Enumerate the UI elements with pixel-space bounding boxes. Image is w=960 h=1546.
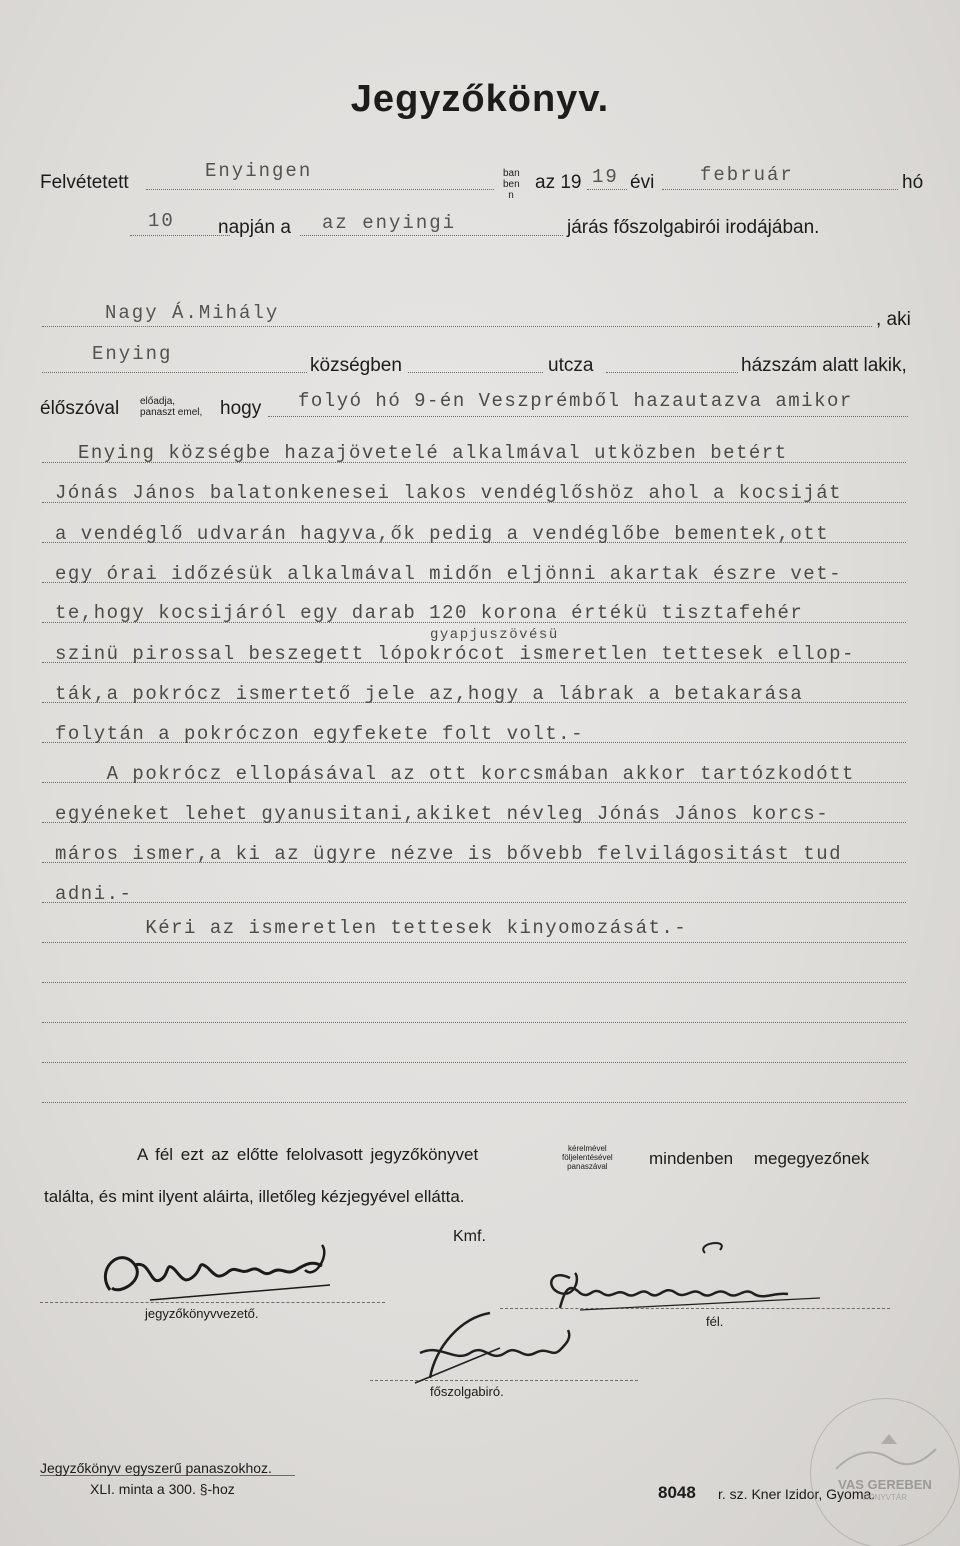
typed-year-tail: 19	[592, 166, 619, 188]
dotted-line	[300, 235, 563, 236]
closing-text-1: A fél ezt az előtte felolvasott jegyzőkönyvet	[137, 1145, 479, 1164]
kmf-label: Kmf.	[453, 1228, 486, 1245]
label-hogy: hogy	[220, 398, 262, 419]
label-aki: , aki	[876, 309, 911, 330]
body-line: te,hogy kocsijáról egy darab 120 korona értékü tisztafehér	[55, 602, 804, 624]
typed-name: Nagy Á.Mihály	[105, 302, 280, 324]
chief-label: főszolgabiró.	[430, 1384, 504, 1399]
label-jaras: járás főszolgabirói irodájában.	[567, 217, 820, 238]
body-line: folytán a pokróczon egyfekete folt volt.-	[55, 723, 584, 745]
stamp-sub: KÖNYVTÁR	[862, 1493, 907, 1502]
closing-text-2: mindenben megegyezőnek	[649, 1149, 870, 1168]
party-label: fél.	[706, 1314, 724, 1329]
library-stamp	[810, 1398, 960, 1546]
body-line: Jónás János balatonkenesei lakos vendéglőshöz ahol a kocsiját	[55, 482, 843, 504]
body-line: A pokrócz ellopásával az ott korcsmában akkor tartózkodótt	[55, 763, 855, 785]
body-line: adni.-	[55, 883, 133, 905]
body-line: Enying községbe hazajövetelé alkalmával utközben betért	[78, 442, 788, 464]
dotted-line	[42, 1022, 906, 1023]
closing-stack: kérelmével följelentésével panaszával	[562, 1144, 613, 1171]
typed-month: február	[700, 164, 794, 186]
dotted-line	[130, 235, 230, 236]
recorder-label: jegyzőkönyvvezető.	[145, 1306, 259, 1321]
dotted-line	[42, 942, 906, 943]
typed-village: Enying	[92, 343, 173, 365]
body-line: egy órai időzésük alkalmával midőn eljönni akartak észre vet-	[55, 563, 843, 585]
dotted-line	[42, 982, 906, 983]
body-line: ták,a pokrócz ismertető jele az,hogy a lábrak a betakarása	[55, 683, 804, 705]
dotted-line	[587, 189, 627, 190]
label-hazszam: házszám alatt lakik,	[741, 355, 907, 376]
dotted-line	[42, 326, 872, 327]
typed-line5: folyó hó 9-én Veszprémből hazautazva amikor	[298, 390, 853, 412]
suffix-stack: ban ben n	[503, 168, 520, 201]
typed-place: Enyingen	[205, 160, 313, 182]
party-signature	[530, 1238, 830, 1318]
typed-day: 10	[148, 210, 175, 232]
dotted-line	[42, 902, 906, 903]
body-line: szinü pirossal beszegett lópokrócot ismeretlen tettesek ellop-	[55, 643, 855, 665]
printer-text: r. sz. Kner Izidor, Gyoma.	[718, 1486, 876, 1502]
printer-number: 8048	[658, 1483, 696, 1502]
label-stack: előadja, panaszt emel,	[140, 396, 203, 418]
body-line: egyéneket lehet gyanusitani,akiket névleg Jónás János korcs-	[55, 803, 830, 825]
body-line: Kéri az ismeretlen tettesek kinyomozását.-	[55, 917, 688, 939]
label-napjan: napján a	[218, 217, 291, 238]
body-line: máros ismer,a ki az ügyre nézve is bővebb felvilágositást tud	[55, 843, 843, 865]
body-line: a vendéglő udvarán hagyva,ők pedig a vendéglőbe bementek,ott	[55, 523, 830, 545]
recorder-signature	[90, 1240, 350, 1320]
label-eloszoval: élőszóval	[40, 398, 120, 419]
form-ref: XLI. minta a 300. §-hoz	[90, 1481, 235, 1497]
label-felvetetett: Felvétetett	[40, 172, 129, 193]
typed-insert: gyapjuszövésü	[430, 627, 559, 643]
dotted-line	[146, 189, 494, 190]
label-az-19: az 19	[535, 172, 582, 193]
label-utcza: utcza	[548, 355, 594, 376]
dotted-line	[42, 1062, 906, 1063]
closing-text-3: találta, és mint ilyent aláirta, illetőleg kézjegyével ellátta.	[44, 1187, 465, 1206]
stamp-logo	[831, 1429, 941, 1479]
dotted-line	[268, 416, 908, 417]
label-ho: hó	[902, 172, 924, 193]
dotted-line	[42, 372, 307, 373]
label-evi: évi	[630, 172, 655, 193]
dotted-line	[42, 1102, 906, 1103]
form-title: Jegyzőkönyv egyszerű panaszokhoz.	[40, 1460, 272, 1476]
page-title: Jegyzőkönyv.	[350, 78, 610, 120]
dotted-line	[408, 372, 543, 373]
stamp-name: VAS GEREBEN	[838, 1477, 932, 1492]
dotted-line	[606, 372, 738, 373]
label-kozsegben: községben	[310, 355, 402, 376]
typed-office: az enyingi	[322, 212, 457, 234]
chief-signature	[400, 1308, 600, 1388]
dotted-line	[662, 189, 898, 190]
